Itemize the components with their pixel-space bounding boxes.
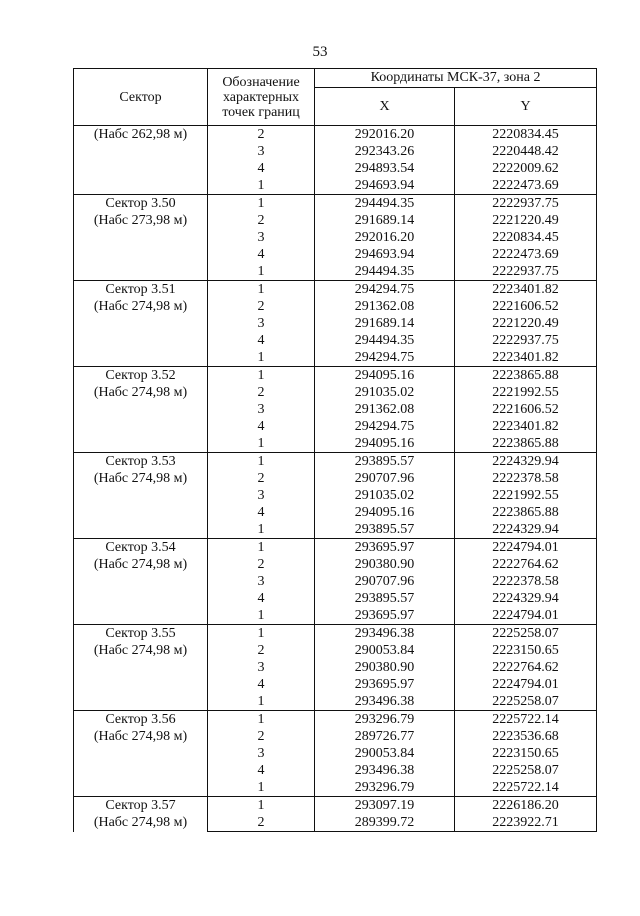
x-coordinate-cell: 293695.97 bbox=[315, 539, 455, 557]
header-x: X bbox=[315, 87, 455, 125]
point-cell: 1 bbox=[208, 349, 315, 367]
sector-name: Сектор 3.56 bbox=[105, 712, 176, 727]
sector-elevation: (Набс 273,98 м) bbox=[93, 213, 188, 228]
y-coordinate-cell: 2221606.52 bbox=[455, 401, 597, 418]
x-coordinate-cell: 293695.97 bbox=[315, 607, 455, 625]
page-number: 53 bbox=[312, 44, 328, 60]
y-coordinate-cell: 2224329.94 bbox=[455, 590, 597, 607]
sector-cell bbox=[74, 195, 208, 281]
y-coordinate-cell: 2221220.49 bbox=[455, 315, 597, 332]
y-coordinate-cell: 2224794.01 bbox=[455, 539, 597, 557]
x-coordinate-cell: 294294.75 bbox=[315, 418, 455, 435]
y-coordinate-cell: 2223401.82 bbox=[455, 281, 597, 299]
y-coordinate-cell: 2221220.49 bbox=[455, 212, 597, 229]
x-coordinate-cell: 293296.79 bbox=[315, 779, 455, 797]
sector-cell bbox=[74, 453, 208, 539]
sector-elevation: (Набс 262,98 м) bbox=[93, 127, 188, 142]
x-coordinate-cell: 293695.97 bbox=[315, 676, 455, 693]
point-cell: 4 bbox=[208, 332, 315, 349]
sector-cell bbox=[74, 126, 208, 195]
table-row bbox=[74, 711, 597, 729]
sector-elevation: (Набс 274,98 м) bbox=[93, 557, 188, 572]
x-coordinate-cell: 294693.94 bbox=[315, 177, 455, 195]
point-cell: 2 bbox=[208, 728, 315, 745]
point-cell: 3 bbox=[208, 659, 315, 676]
y-coordinate-cell: 2225258.07 bbox=[455, 625, 597, 643]
point-cell: 1 bbox=[208, 693, 315, 711]
point-cell: 2 bbox=[208, 212, 315, 229]
x-coordinate-cell: 292343.26 bbox=[315, 143, 455, 160]
y-coordinate-cell: 2223536.68 bbox=[455, 728, 597, 745]
y-coordinate-cell: 2222473.69 bbox=[455, 246, 597, 263]
point-cell: 1 bbox=[208, 177, 315, 195]
sector-elevation: (Набс 274,98 м) bbox=[93, 299, 188, 314]
x-coordinate-cell: 294494.35 bbox=[315, 195, 455, 213]
x-coordinate-cell: 289399.72 bbox=[315, 814, 455, 832]
x-coordinate-cell: 294294.75 bbox=[315, 281, 455, 299]
x-coordinate-cell: 294494.35 bbox=[315, 263, 455, 281]
point-cell: 2 bbox=[208, 556, 315, 573]
sector-elevation: (Набс 274,98 м) bbox=[93, 471, 188, 486]
y-coordinate-cell: 2225722.14 bbox=[455, 711, 597, 729]
y-coordinate-cell: 2222764.62 bbox=[455, 659, 597, 676]
x-coordinate-cell: 291362.08 bbox=[315, 298, 455, 315]
point-cell: 1 bbox=[208, 263, 315, 281]
sector-elevation: (Набс 274,98 м) bbox=[93, 729, 188, 744]
y-coordinate-cell: 2222937.75 bbox=[455, 263, 597, 281]
y-coordinate-cell: 2223401.82 bbox=[455, 418, 597, 435]
y-coordinate-cell: 2223865.88 bbox=[455, 435, 597, 453]
x-coordinate-cell: 293097.19 bbox=[315, 797, 455, 815]
point-cell: 1 bbox=[208, 367, 315, 385]
sector-cell bbox=[74, 625, 208, 711]
y-coordinate-cell: 2222378.58 bbox=[455, 573, 597, 590]
x-coordinate-cell: 294494.35 bbox=[315, 332, 455, 349]
sector-cell bbox=[74, 711, 208, 797]
y-coordinate-cell: 2223150.65 bbox=[455, 745, 597, 762]
point-cell: 3 bbox=[208, 315, 315, 332]
y-coordinate-cell: 2224329.94 bbox=[455, 453, 597, 471]
x-coordinate-cell: 294693.94 bbox=[315, 246, 455, 263]
x-coordinate-cell: 291689.14 bbox=[315, 315, 455, 332]
y-coordinate-cell: 2222009.62 bbox=[455, 160, 597, 177]
coordinates-table bbox=[73, 68, 597, 832]
table-body bbox=[74, 126, 597, 832]
x-coordinate-cell: 290380.90 bbox=[315, 556, 455, 573]
point-cell: 4 bbox=[208, 504, 315, 521]
point-cell: 4 bbox=[208, 160, 315, 177]
sector-name: Сектор 3.55 bbox=[105, 626, 176, 641]
header-y: Y bbox=[455, 87, 597, 125]
y-coordinate-cell: 2223922.71 bbox=[455, 814, 597, 832]
point-cell: 4 bbox=[208, 418, 315, 435]
y-coordinate-cell: 2223150.65 bbox=[455, 642, 597, 659]
table-row bbox=[74, 539, 597, 557]
header-point-designation: Обозначение характерных точек границ bbox=[208, 69, 315, 126]
x-coordinate-cell: 289726.77 bbox=[315, 728, 455, 745]
y-coordinate-cell: 2224329.94 bbox=[455, 521, 597, 539]
sector-elevation: (Набс 274,98 м) bbox=[93, 643, 188, 658]
table-row bbox=[74, 453, 597, 471]
sector-cell bbox=[74, 797, 208, 832]
point-cell: 1 bbox=[208, 435, 315, 453]
point-cell: 2 bbox=[208, 642, 315, 659]
x-coordinate-cell: 291035.02 bbox=[315, 384, 455, 401]
point-cell: 1 bbox=[208, 779, 315, 797]
point-cell: 1 bbox=[208, 607, 315, 625]
x-coordinate-cell: 291035.02 bbox=[315, 487, 455, 504]
point-cell: 4 bbox=[208, 590, 315, 607]
y-coordinate-cell: 2223865.88 bbox=[455, 367, 597, 385]
point-cell: 1 bbox=[208, 539, 315, 557]
x-coordinate-cell: 291689.14 bbox=[315, 212, 455, 229]
point-cell: 1 bbox=[208, 521, 315, 539]
y-coordinate-cell: 2220448.42 bbox=[455, 143, 597, 160]
sector-name: Сектор 3.52 bbox=[105, 368, 176, 383]
sector-cell bbox=[74, 539, 208, 625]
sector-cell bbox=[74, 281, 208, 367]
y-coordinate-cell: 2222937.75 bbox=[455, 332, 597, 349]
sector-name: Сектор 3.50 bbox=[105, 196, 176, 211]
y-coordinate-cell: 2225258.07 bbox=[455, 693, 597, 711]
point-cell: 4 bbox=[208, 762, 315, 779]
x-coordinate-cell: 290707.96 bbox=[315, 573, 455, 590]
sector-elevation: (Набс 274,98 м) bbox=[93, 385, 188, 400]
x-coordinate-cell: 293895.57 bbox=[315, 453, 455, 471]
x-coordinate-cell: 294893.54 bbox=[315, 160, 455, 177]
point-cell: 1 bbox=[208, 195, 315, 213]
sector-name: Сектор 3.51 bbox=[105, 282, 176, 297]
table-row bbox=[74, 797, 597, 815]
table-row bbox=[74, 195, 597, 213]
y-coordinate-cell: 2226186.20 bbox=[455, 797, 597, 815]
x-coordinate-cell: 294095.16 bbox=[315, 367, 455, 385]
table-row bbox=[74, 281, 597, 299]
x-coordinate-cell: 293496.38 bbox=[315, 693, 455, 711]
header-sector: Сектор bbox=[74, 69, 208, 126]
y-coordinate-cell: 2221992.55 bbox=[455, 384, 597, 401]
y-coordinate-cell: 2225258.07 bbox=[455, 762, 597, 779]
header-coordinates: Координаты МСК-37, зона 2 bbox=[315, 69, 597, 88]
y-coordinate-cell: 2222473.69 bbox=[455, 177, 597, 195]
x-coordinate-cell: 292016.20 bbox=[315, 229, 455, 246]
table-row bbox=[74, 367, 597, 385]
x-coordinate-cell: 291362.08 bbox=[315, 401, 455, 418]
point-cell: 3 bbox=[208, 487, 315, 504]
x-coordinate-cell: 292016.20 bbox=[315, 126, 455, 144]
y-coordinate-cell: 2220834.45 bbox=[455, 126, 597, 144]
point-cell: 1 bbox=[208, 453, 315, 471]
point-cell: 3 bbox=[208, 229, 315, 246]
x-coordinate-cell: 290053.84 bbox=[315, 642, 455, 659]
point-cell: 4 bbox=[208, 676, 315, 693]
y-coordinate-cell: 2224794.01 bbox=[455, 676, 597, 693]
x-coordinate-cell: 294095.16 bbox=[315, 504, 455, 521]
x-coordinate-cell: 293895.57 bbox=[315, 521, 455, 539]
sector-name: Сектор 3.57 bbox=[105, 798, 176, 813]
point-cell: 3 bbox=[208, 143, 315, 160]
point-cell: 1 bbox=[208, 797, 315, 815]
x-coordinate-cell: 294294.75 bbox=[315, 349, 455, 367]
y-coordinate-cell: 2225722.14 bbox=[455, 779, 597, 797]
x-coordinate-cell: 290707.96 bbox=[315, 470, 455, 487]
y-coordinate-cell: 2222378.58 bbox=[455, 470, 597, 487]
point-cell: 2 bbox=[208, 126, 315, 144]
x-coordinate-cell: 293296.79 bbox=[315, 711, 455, 729]
table-header bbox=[74, 69, 597, 126]
point-cell: 2 bbox=[208, 470, 315, 487]
x-coordinate-cell: 293496.38 bbox=[315, 625, 455, 643]
x-coordinate-cell: 293496.38 bbox=[315, 762, 455, 779]
y-coordinate-cell: 2223865.88 bbox=[455, 504, 597, 521]
sector-cell bbox=[74, 367, 208, 453]
table-row bbox=[74, 126, 597, 144]
point-cell: 2 bbox=[208, 384, 315, 401]
x-coordinate-cell: 293895.57 bbox=[315, 590, 455, 607]
table-row bbox=[74, 625, 597, 643]
point-cell: 2 bbox=[208, 814, 315, 832]
x-coordinate-cell: 290380.90 bbox=[315, 659, 455, 676]
point-cell: 3 bbox=[208, 573, 315, 590]
point-cell: 3 bbox=[208, 401, 315, 418]
x-coordinate-cell: 290053.84 bbox=[315, 745, 455, 762]
x-coordinate-cell: 294095.16 bbox=[315, 435, 455, 453]
point-cell: 1 bbox=[208, 625, 315, 643]
y-coordinate-cell: 2224794.01 bbox=[455, 607, 597, 625]
y-coordinate-cell: 2223401.82 bbox=[455, 349, 597, 367]
point-cell: 4 bbox=[208, 246, 315, 263]
point-cell: 1 bbox=[208, 281, 315, 299]
point-cell: 1 bbox=[208, 711, 315, 729]
point-cell: 3 bbox=[208, 745, 315, 762]
point-cell: 2 bbox=[208, 298, 315, 315]
y-coordinate-cell: 2221606.52 bbox=[455, 298, 597, 315]
y-coordinate-cell: 2221992.55 bbox=[455, 487, 597, 504]
y-coordinate-cell: 2222764.62 bbox=[455, 556, 597, 573]
y-coordinate-cell: 2220834.45 bbox=[455, 229, 597, 246]
sector-elevation: (Набс 274,98 м) bbox=[93, 815, 188, 830]
y-coordinate-cell: 2222937.75 bbox=[455, 195, 597, 213]
sector-name: Сектор 3.53 bbox=[105, 454, 176, 469]
sector-name: Сектор 3.54 bbox=[105, 540, 176, 555]
